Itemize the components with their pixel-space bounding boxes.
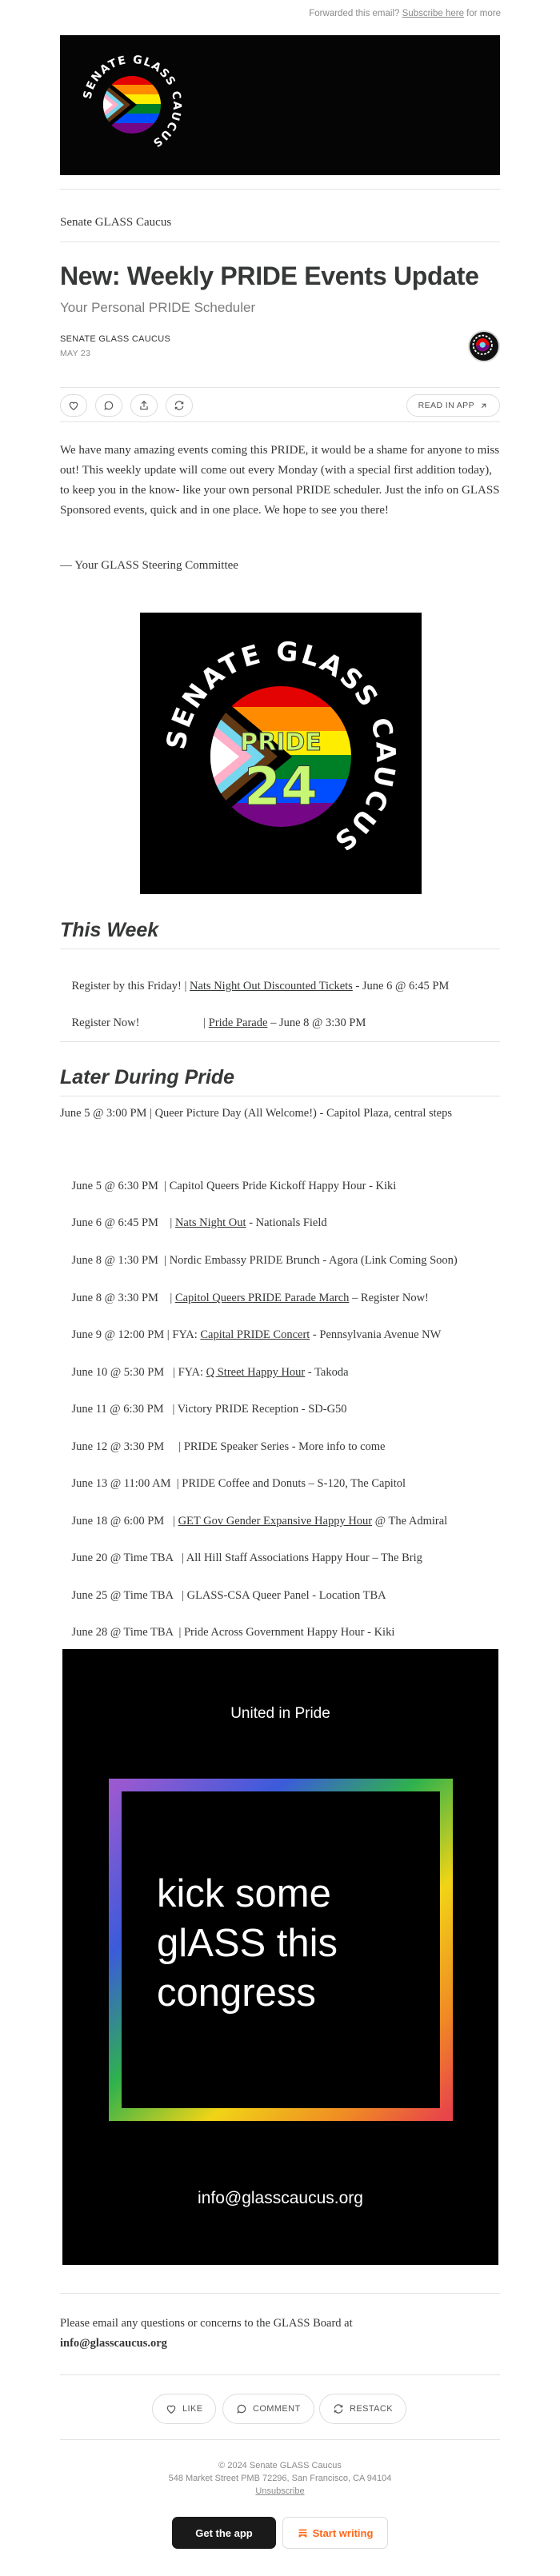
pride-concert-link[interactable]: Capital PRIDE Concert	[200, 1328, 310, 1341]
comment-icon	[236, 2403, 247, 2414]
svg-text:PRIDE: PRIDE	[240, 729, 322, 757]
forward-notice: Forwarded this email? Subscribe here for more	[309, 9, 501, 18]
avatar-logo-icon	[470, 332, 498, 361]
header-banner[interactable]	[60, 35, 500, 175]
start-writing-button[interactable]: Start writing	[282, 2517, 388, 2549]
footer-like-button[interactable]: LIKE	[152, 2394, 216, 2424]
contact-email[interactable]: info@glasscaucus.org	[60, 2337, 167, 2350]
event-row: June 6 @ 6:45 PM | Nats Night Out - Nationals Field	[71, 1216, 327, 1229]
event-row: June 25 @ Time TBA | GLASS-CSA Queer Panel - Location TBA	[71, 1589, 386, 1602]
nats-tickets-link[interactable]: Nats Night Out Discounted Tickets	[190, 980, 353, 992]
event-row: June 10 @ 5:30 PM | FYA: Q Street Happy Hour - Takoda	[71, 1366, 349, 1379]
restack-button[interactable]	[166, 394, 193, 417]
post-action-bar	[60, 387, 500, 422]
intro-signoff: — Your GLASS Steering Committee	[60, 559, 238, 572]
restack-icon	[333, 2403, 344, 2414]
post-subtitle: Your Personal PRIDE Scheduler	[60, 300, 256, 315]
arrow-up-right-icon	[479, 401, 488, 410]
divider	[60, 2439, 500, 2440]
pride-24-graphic	[140, 613, 422, 894]
post-author[interactable]: SENATE GLASS CAUCUS	[60, 334, 171, 344]
comment-button[interactable]	[95, 394, 122, 417]
heart-icon	[166, 2403, 177, 2414]
event-row: June 12 @ 3:30 PM | PRIDE Speaker Series - More info to come	[71, 1440, 386, 1453]
event-row: June 8 @ 1:30 PM | Nordic Embassy PRIDE Brunch - Agora (Link Coming Soon)	[71, 1254, 458, 1267]
like-button[interactable]	[60, 394, 87, 417]
pride-parade-link[interactable]: Pride Parade	[208, 1016, 268, 1029]
divider	[60, 2374, 500, 2375]
event-row: June 28 @ Time TBA | Pride Across Government Happy Hour - Kiki	[71, 1626, 395, 1639]
post-date: MAY 23	[60, 349, 91, 358]
event-row: June 5 @ 6:30 PM | Capitol Queers Pride Kickoff Happy Hour - Kiki	[71, 1180, 397, 1192]
this-week-heading: This Week	[60, 919, 159, 941]
intro-paragraph: We have many amazing events coming this PRIDE, it would be a shame for anyone to miss out! This weekly update will come out every Monday (with a special first addition today), to keep you in the know- like your own personal PRIDE scheduler. Just the info on GLASS Sponsored events, quick and in one place. We hope to see you there!	[60, 444, 500, 517]
parade-march-link[interactable]: Capitol Queers PRIDE Parade March	[174, 1292, 350, 1304]
comment-icon	[103, 400, 114, 411]
event-row: June 9 @ 12:00 PM | FYA: Capital PRIDE Concert - Pennsylvania Avenue NW	[71, 1328, 442, 1341]
post-title[interactable]: New: Weekly PRIDE Events Update	[60, 262, 479, 290]
kick-some-glass-poster[interactable]	[62, 1649, 498, 2265]
event-row: June 13 @ 11:00 AM | PRIDE Coffee and Donuts – S-120, The Capitol	[71, 1477, 406, 1490]
q-street-happy-hour-link[interactable]: Q Street Happy Hour	[206, 1366, 306, 1379]
copyright-block: © 2024 Senate GLASS Caucus 548 Market Street PMB 72296, San Francisco, CA 94104 Unsubscribe	[0, 2459, 560, 2498]
unsubscribe-link[interactable]: Unsubscribe	[255, 2486, 305, 2496]
publication-name[interactable]: Senate GLASS Caucus	[60, 216, 172, 229]
footer-comment-button[interactable]: COMMENT	[222, 2394, 314, 2424]
share-icon	[138, 400, 150, 411]
poster-tagline: United in Pride	[230, 1705, 330, 1722]
poster-headline: kick some glASS this congress	[157, 1872, 338, 2015]
this-week-row: Register by this Friday! | Nats Night Out Discounted Tickets - June 6 @ 6:45 PM	[71, 980, 450, 992]
pride-24-poster[interactable]	[140, 613, 422, 894]
later-during-pride-heading: Later During Pride	[60, 1066, 235, 1088]
event-row: June 20 @ Time TBA | All Hill Staff Associations Happy Hour – The Brig	[71, 1552, 422, 1564]
nats-night-out-link[interactable]: Nats Night Out	[174, 1216, 246, 1229]
heart-icon	[68, 400, 79, 411]
substack-logo-icon	[298, 2528, 308, 2538]
get-gov-happy-hour-link[interactable]: GET Gov Gender Expansive Happy Hour	[178, 1515, 373, 1528]
event-row: June 8 @ 3:30 PM | Capitol Queers PRIDE Parade March – Register Now!	[71, 1292, 429, 1304]
event-row: June 5 @ 3:00 PM | Queer Picture Day (All Welcome!) - Capitol Plaza, central steps	[60, 1107, 452, 1120]
event-row: June 18 @ 6:00 PM | GET Gov Gender Expansive Happy Hour @ The Admiral	[71, 1515, 448, 1528]
divider	[60, 1041, 500, 1042]
caucus-logo	[60, 35, 204, 175]
divider	[60, 189, 500, 190]
subscribe-link[interactable]: Subscribe here	[402, 9, 464, 18]
read-in-app-button[interactable]: READ IN APP	[406, 394, 500, 417]
restack-icon	[174, 400, 185, 411]
poster-email: info@glasscaucus.org	[198, 2189, 363, 2207]
author-avatar[interactable]	[468, 330, 500, 362]
footer-contact-note: Please email any questions or concerns to the GLASS Board at info@glasscaucus.org	[60, 2317, 353, 2350]
event-row: June 11 @ 6:30 PM | Victory PRIDE Reception - SD-G50	[71, 1403, 347, 1416]
get-the-app-button[interactable]: Get the app	[172, 2517, 276, 2549]
svg-text:SENATE GLASS CAUCUS: SENATE GLASS CAUCUS	[81, 53, 184, 150]
divider	[60, 2293, 500, 2294]
svg-text:SENATE GLASS CAUCUS: SENATE GLASS CAUCUS	[159, 635, 402, 859]
share-button[interactable]	[130, 394, 158, 417]
footer-restack-button[interactable]: RESTACK	[319, 2394, 406, 2424]
this-week-row: Register Now! | Pride Parade – June 8 @ 3:30 PM	[71, 1016, 366, 1029]
svg-text:24: 24	[244, 756, 318, 817]
